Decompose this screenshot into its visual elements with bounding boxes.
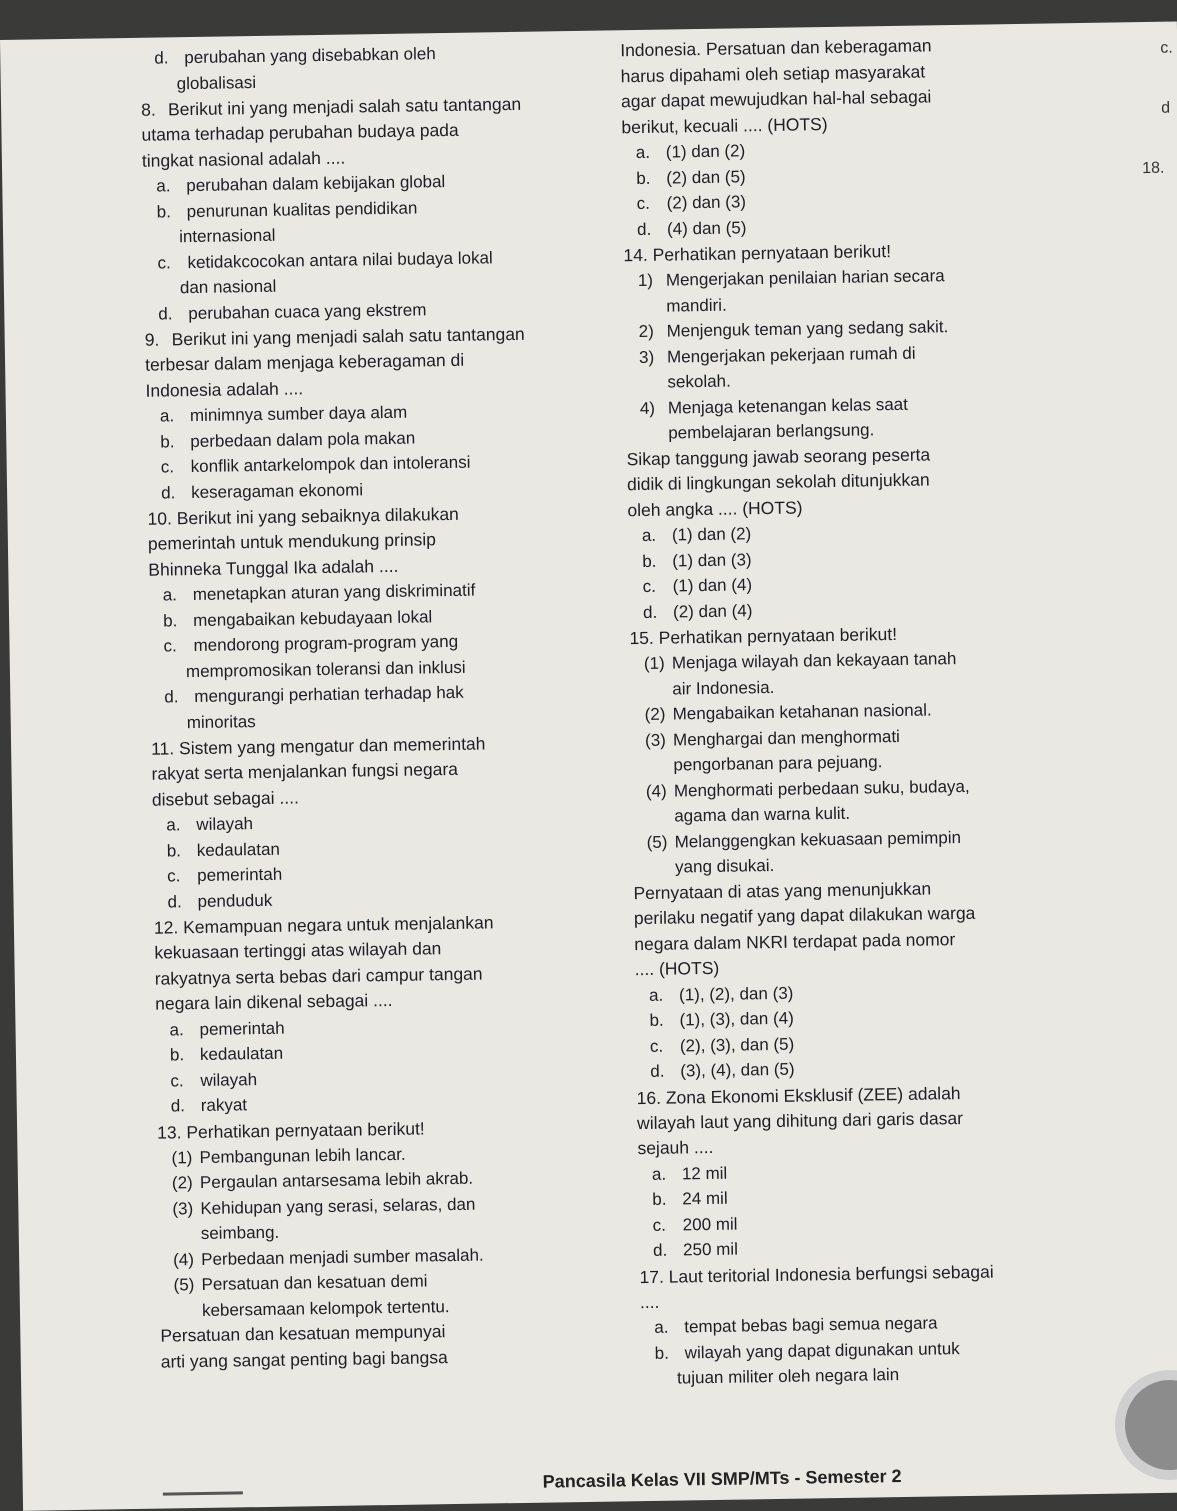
question-number: 9. <box>144 329 160 350</box>
option-text: pemerintah <box>199 1018 285 1039</box>
text-line: oleh angka .... (HOTS) <box>627 496 803 520</box>
option-text: perubahan yang disebabkan oleh <box>184 44 436 68</box>
text-line: Sikap tanggung jawab seorang peserta <box>626 443 931 469</box>
option-text: 24 mil <box>682 1188 728 1209</box>
option-letter: a. <box>651 1164 667 1184</box>
option-letter: a. <box>169 1019 184 1039</box>
statement-text: Pembangunan lebih lancar. <box>199 1144 406 1167</box>
option-text: pemerintah <box>196 864 283 886</box>
right-edge-column <box>1100 30 1173 178</box>
question-number: 17. <box>639 1266 664 1287</box>
question-text: Berikut ini yang menjadi salah satu tantangan <box>167 93 522 120</box>
option-letter: d. <box>170 1096 186 1116</box>
option-text: mengurangi perhatian terhadap hak <box>194 682 464 707</box>
statement-number: (1) <box>643 653 665 673</box>
question-number: 11. <box>150 738 175 759</box>
option-letter: a. <box>166 815 181 835</box>
text-line: arti yang sangat penting bagi bangsa <box>160 1346 448 1372</box>
text-line: agar dapat mewujudkan hal-hal sebagai <box>620 86 932 112</box>
statement-continuation: sekolah. <box>667 371 731 392</box>
question-number: 8. <box>140 99 156 120</box>
question-text: Sistem yang mengatur dan memerintah <box>178 733 486 759</box>
option-letter: c. <box>636 193 651 214</box>
question-text: Perhatikan pernyataan berikut! <box>652 241 892 265</box>
option-letter: a. <box>159 406 175 426</box>
option-letter: b. <box>652 1189 667 1209</box>
question-text: Berikut ini yang sebaiknya dilakukan <box>176 503 459 529</box>
text-line: berikut, kecuali .... (HOTS) <box>621 113 828 137</box>
statement-continuation: mandiri. <box>666 295 727 316</box>
statement-continuation: seimbang. <box>200 1222 280 1243</box>
statement-text: Perbedaan menjadi sumber masalah. <box>201 1245 484 1269</box>
option-text: (2) dan (5) <box>666 166 746 188</box>
option-letter: b. <box>642 551 657 571</box>
option-letter: a. <box>162 585 178 605</box>
option-continuation: tujuan militer oleh negara lain <box>676 1365 900 1388</box>
text-line: Bhinneka Tunggal Ika adalah .... <box>148 555 399 580</box>
statement-text: Menjenguk teman yang sedang sakit. <box>666 317 949 341</box>
option-text: (2) dan (4) <box>672 600 753 621</box>
statement-number: 3) <box>638 347 655 367</box>
option-letter: d. <box>642 602 658 622</box>
option-text: (4) dan (5) <box>666 217 747 239</box>
question-text: Perhatikan pernyataan berikut! <box>186 1117 425 1142</box>
footer-divider <box>163 1491 243 1495</box>
option-letter: a. <box>641 525 657 545</box>
statement-text: Menghormati perbedaan suku, budaya, <box>673 776 970 801</box>
text-line: tingkat nasional adalah .... <box>141 147 346 171</box>
option-text: (3), (4), dan (5) <box>680 1059 795 1081</box>
text-line: terbesar dalam menjaga keberagaman di <box>144 349 465 375</box>
text-line: utama terhadap perubahan budaya pada <box>141 119 459 145</box>
text-line: sejauh .... <box>637 1136 714 1159</box>
text-line: negara lain dikenal sebagai .... <box>154 989 393 1014</box>
option-text: tempat bebas bagi semua negara <box>684 1313 938 1337</box>
option-text: penurunan kualitas pendidikan <box>186 197 418 221</box>
statement-number: 1) <box>637 270 654 291</box>
statement-continuation: agama dan warna kulit. <box>674 803 851 826</box>
statement-text: Kehidupan yang serasi, selaras, dan <box>200 1194 476 1218</box>
option-text: (1) dan (2) <box>671 524 752 545</box>
text-line: kekuasaan tertinggi atas wilayah dan <box>154 938 442 963</box>
option-letter: d. <box>650 1061 665 1081</box>
text-line: .... (HOTS) <box>634 957 720 980</box>
question-text: Zona Ekonomi Eksklusif (ZEE) adalah <box>665 1082 961 1108</box>
option-letter: c. <box>642 576 657 596</box>
option-text: mendorong program-program yang <box>193 631 459 656</box>
question-number: 15. <box>629 627 654 649</box>
option-text: penduduk <box>197 890 273 911</box>
question-number: 16. <box>636 1087 662 1108</box>
statement-number: (4) <box>173 1249 195 1269</box>
statement-continuation: pembelajaran berlangsung. <box>668 420 875 443</box>
edge-number-18: 18. <box>1142 159 1165 178</box>
text-line: rakyat serta menjalankan fungsi negara <box>151 758 459 784</box>
option-text: perubahan cuaca yang ekstrem <box>188 299 427 323</box>
option-text: mengabaikan kebudayaan lokal <box>192 606 433 630</box>
option-text: keseragaman ekonomi <box>190 479 364 502</box>
option-text: konflik antarkelompok dan intoleransi <box>190 452 471 477</box>
text-line: .... <box>639 1291 660 1312</box>
option-letter: d. <box>636 219 652 239</box>
text-line: Persatuan dan kesatuan mempunyai <box>160 1321 446 1346</box>
option-text: (1), (2), dan (3) <box>678 983 794 1004</box>
text-line: pemerintah untuk mendukung prinsip <box>147 529 437 554</box>
option-letter: c. <box>167 866 181 886</box>
option-letter: c. <box>160 457 175 477</box>
text-line: disebut sebagai .... <box>151 786 299 810</box>
option-continuation: mempromosikan toleransi dan inklusi <box>185 657 466 681</box>
option-letter: d. <box>158 303 173 324</box>
option-letter: d. <box>164 687 179 707</box>
option-letter: b. <box>169 1045 185 1065</box>
statement-number: (1) <box>171 1147 193 1167</box>
text-line: perilaku negatif yang dapat dilakukan warga <box>633 902 976 929</box>
text-line: harus dipahami oleh setiap masyarakat <box>620 60 926 86</box>
option-text: kedaulatan <box>196 839 281 860</box>
statement-text: Mengabaikan ketahanan nasional. <box>672 700 932 724</box>
option-letter: d. <box>154 48 169 68</box>
option-text: wilayah <box>196 814 254 835</box>
statement-number: (3) <box>172 1198 194 1218</box>
text-line: Indonesia. Persatuan dan keberagaman <box>620 35 932 61</box>
option-continuation: minoritas <box>186 711 256 732</box>
option-text: 12 mil <box>681 1163 728 1183</box>
option-text: ketidakcocokan antara nilai budaya lokal <box>187 247 493 272</box>
statement-text: Menjaga ketenangan kelas saat <box>667 394 909 418</box>
option-letter: c. <box>157 252 171 273</box>
question-number: 13. <box>157 1121 182 1143</box>
option-text: minimnya sumber daya alam <box>189 402 408 426</box>
option-text: 250 mil <box>682 1239 739 1260</box>
edge-letter-d: d <box>1161 99 1171 117</box>
option-letter: c. <box>649 1036 664 1056</box>
statement-number: (5) <box>646 832 668 852</box>
text-line: Indonesia adalah .... <box>145 377 304 401</box>
option-text: (2), (3), dan (5) <box>679 1034 795 1055</box>
option-text: (2) dan (3) <box>666 192 747 213</box>
question-number: 12. <box>153 917 179 938</box>
statement-text: Pergaulan antarsesama lebih akrab. <box>199 1168 474 1192</box>
text-line: didik di lingkungan sekolah ditunjukkan <box>626 469 930 495</box>
option-text: (1) dan (4) <box>672 575 753 596</box>
statement-number: (2) <box>644 704 666 724</box>
statement-continuation: kebersamaan kelompok tertentu. <box>201 1296 450 1320</box>
question-number: 10. <box>147 508 173 529</box>
option-text: wilayah <box>200 1069 258 1090</box>
statement-text: Menjaga wilayah dan kekayaan tanah <box>671 649 957 673</box>
statement-continuation: yang disukai. <box>674 855 775 877</box>
question-text: Berikut ini yang menjadi salah satu tantangan <box>171 323 525 350</box>
option-continuation: dan nasional <box>179 276 277 298</box>
statement-number: (2) <box>171 1173 193 1193</box>
option-letter: a. <box>648 985 664 1005</box>
option-letter: b. <box>160 431 175 452</box>
option-letter: b. <box>166 840 182 860</box>
text-line: rakyatnya serta bebas dari campur tangan <box>154 963 483 989</box>
option-letter: a. <box>654 1317 669 1337</box>
option-continuation: globalisasi <box>176 72 257 93</box>
statement-text: Mengerjakan pekerjaan rumah di <box>666 343 916 367</box>
option-letter: d. <box>167 891 182 911</box>
middle-column <box>620 31 1081 1391</box>
statement-continuation: air Indonesia. <box>672 677 775 699</box>
option-letter: c. <box>163 636 177 656</box>
statement-number: (5) <box>173 1275 195 1295</box>
option-letter: b. <box>654 1343 670 1363</box>
option-text: 200 mil <box>682 1214 738 1234</box>
statement-text: Melanggengkan kekuasaan pemimpin <box>674 827 962 852</box>
question-number: 14. <box>623 244 648 266</box>
left-column <box>140 38 631 1374</box>
statement-continuation: pengorbanan para pejuang. <box>673 752 883 775</box>
option-letter: b. <box>162 610 178 631</box>
text-line: negara dalam NKRI terdapat pada nomor <box>634 928 956 954</box>
statement-number: (3) <box>644 730 667 750</box>
option-letter: b. <box>156 201 172 222</box>
option-text: rakyat <box>200 1095 248 1115</box>
option-letter: a. <box>156 176 171 196</box>
question-text: Kemampuan negara untuk menjalankan <box>183 912 494 938</box>
option-letter: b. <box>649 1010 664 1030</box>
option-letter: d. <box>160 482 176 503</box>
page-footer: Pancasila Kelas VII SMP/MTs - Semester 2 <box>542 1466 902 1492</box>
option-continuation: internasional <box>178 225 276 247</box>
option-text: (1) dan (2) <box>665 141 746 162</box>
statement-text: Menghargai dan menghormati <box>672 726 901 750</box>
statement-text: Persatuan dan kesatuan demi <box>201 1271 428 1294</box>
worksheet-page <box>0 22 1177 1511</box>
option-letter: c. <box>652 1215 667 1235</box>
option-letter: d. <box>652 1240 668 1260</box>
statement-text: Mengerjakan penilaian harian secara <box>665 266 945 290</box>
option-letter: a. <box>635 142 651 163</box>
statement-number: 4) <box>639 398 656 418</box>
statement-number: 2) <box>638 321 654 342</box>
statement-number: (4) <box>645 781 667 801</box>
option-text: kedaulatan <box>199 1043 284 1064</box>
option-letter: c. <box>170 1070 184 1090</box>
option-letter: b. <box>636 168 651 188</box>
question-text: Laut teritorial Indonesia berfungsi sebagai <box>668 1261 994 1287</box>
option-text: perbedaan dalam pola makan <box>190 428 416 451</box>
option-text: (1) dan (3) <box>672 549 752 571</box>
option-text: wilayah yang dapat digunakan untuk <box>684 1338 960 1362</box>
edge-letter-c: c. <box>1160 39 1173 57</box>
option-text: perubahan dalam kebijakan global <box>186 172 446 196</box>
question-text: Perhatikan pernyataan berikut! <box>658 623 898 648</box>
option-text: menetapkan aturan yang diskriminatif <box>192 580 476 605</box>
text-line: wilayah laut yang dihitung dari garis dasar <box>636 1107 964 1133</box>
text-line: Pernyataan di atas yang menunjukkan <box>633 877 932 903</box>
option-text: (1), (3), dan (4) <box>679 1008 794 1030</box>
